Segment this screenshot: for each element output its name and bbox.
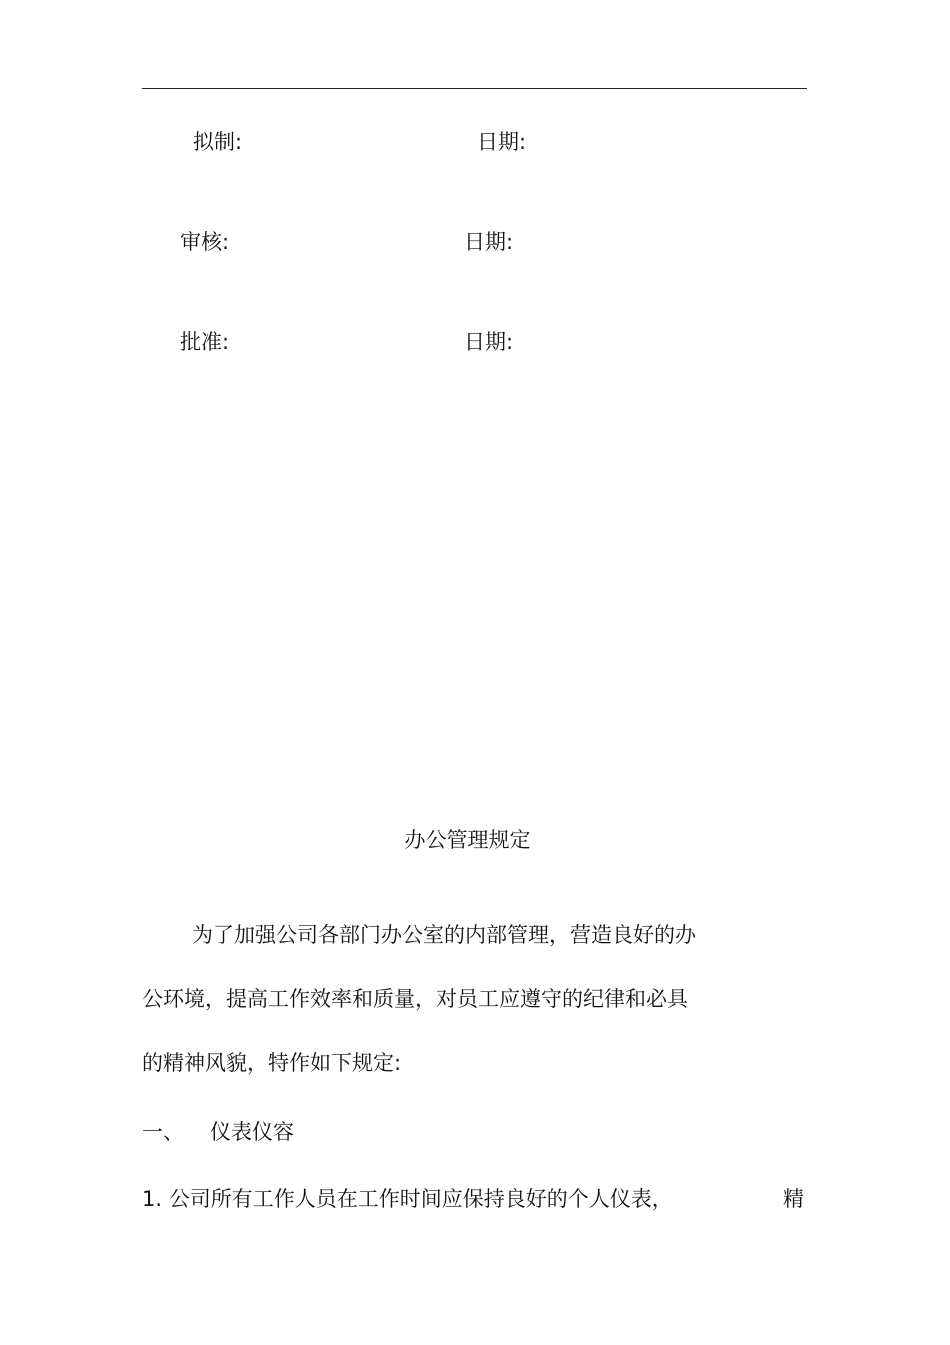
- document-title: 办公管理规定: [404, 828, 531, 852]
- intro-line: 公环境，提高工作效率和质量，对员工应遵守的纪律和必具: [142, 987, 688, 1011]
- drafted-label: 拟制:: [193, 130, 243, 154]
- header-rule: [142, 88, 807, 89]
- list-item: [142, 1185, 804, 1213]
- intro-line: 的精神风貌，特作如下规定:: [142, 1051, 402, 1075]
- section-title: 仪表仪容: [210, 1120, 294, 1144]
- reviewed-date-label: 日期:: [464, 230, 514, 254]
- list-item-text: 1. 公司所有工作人员在工作时间应保持良好的个人仪表，: [142, 1187, 673, 1211]
- drafted-date-label: 日期:: [477, 130, 527, 154]
- section-number: 一、: [142, 1120, 184, 1144]
- list-item-trailing: 精: [783, 1187, 804, 1211]
- intro-line: 为了加强公司各部门办公室的内部管理，营造良好的办: [192, 923, 696, 947]
- approved-date-label: 日期:: [464, 330, 514, 354]
- reviewed-label: 审核:: [180, 230, 230, 254]
- approved-label: 批准:: [180, 330, 230, 354]
